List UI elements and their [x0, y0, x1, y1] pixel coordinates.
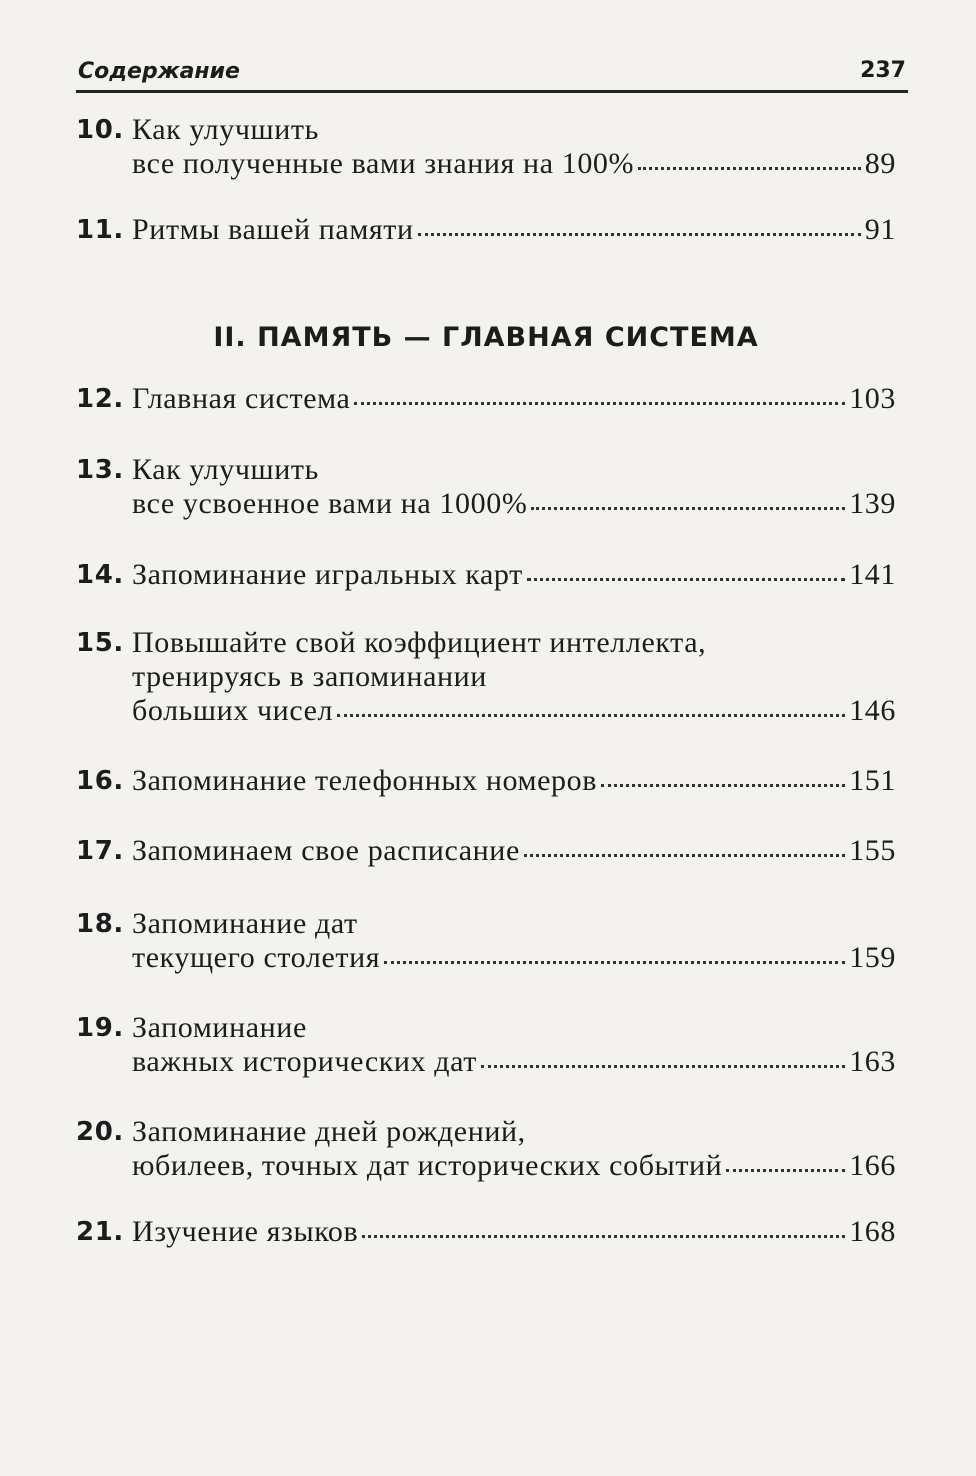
- entry-number: 13.: [76, 455, 124, 485]
- entry-title-line: Запоминаем свое расписание: [132, 834, 520, 867]
- toc-entry[interactable]: [76, 382, 896, 416]
- toc-entry[interactable]: [76, 834, 896, 868]
- entry-title-line: тренируясь в запоминании: [132, 660, 487, 693]
- dot-leader: [418, 211, 861, 236]
- entry-title-line: юбилеев, точных дат исторических событий: [132, 1149, 723, 1182]
- section-title: II. ПАМЯТЬ — ГЛАВНАЯ СИСТЕМА: [213, 322, 759, 353]
- dot-leader: [726, 1147, 845, 1172]
- header-page-number: 237: [860, 58, 906, 83]
- dot-leader: [384, 939, 845, 964]
- entry-page: 141: [849, 558, 896, 591]
- header-title: Содержание: [78, 59, 240, 84]
- toc-entry[interactable]: [76, 907, 896, 975]
- entry-number: 10.: [76, 115, 124, 145]
- entry-title-line: Как улучшить: [132, 453, 319, 486]
- entry-number: 19.: [76, 1013, 124, 1043]
- dot-leader: [481, 1043, 845, 1068]
- entry-title-line: Главная система: [132, 382, 351, 415]
- entry-page: 155: [849, 834, 896, 867]
- entry-page: 89: [864, 147, 896, 180]
- entry-title-line: все полученные вами знания на 100%: [132, 147, 635, 180]
- entry-title-line: текущего столетия: [132, 941, 381, 974]
- dot-leader: [527, 556, 845, 581]
- entry-number: 18.: [76, 909, 124, 939]
- entry-title-line: все усвоенное вами на 1000%: [132, 487, 528, 520]
- entry-number: 16.: [76, 766, 124, 796]
- entry-title-line: Запоминание: [132, 1011, 307, 1044]
- entry-page: 166: [849, 1149, 896, 1182]
- entry-number: 15.: [76, 628, 124, 658]
- dot-leader: [638, 145, 861, 170]
- dot-leader: [354, 380, 845, 405]
- entry-number: 11.: [76, 215, 124, 245]
- entry-page: 103: [849, 382, 896, 415]
- entry-page: 139: [849, 487, 896, 520]
- entry-title-line: Как улучшить: [132, 113, 319, 146]
- entry-number: 20.: [76, 1117, 124, 1147]
- toc-entry[interactable]: [76, 1215, 896, 1249]
- entry-title-line: Запоминание телефонных номеров: [132, 764, 597, 797]
- entry-page: 146: [849, 694, 896, 727]
- toc-entry[interactable]: [76, 626, 896, 728]
- toc-entry[interactable]: [76, 558, 896, 592]
- toc-entry[interactable]: [76, 1115, 896, 1183]
- entry-title-line: Изучение языков: [132, 1215, 359, 1248]
- entry-title-line: Запоминание дат: [132, 907, 358, 940]
- toc-entry[interactable]: [76, 764, 896, 798]
- toc-entry[interactable]: [76, 453, 896, 521]
- entry-number: 17.: [76, 836, 124, 866]
- entry-number: 14.: [76, 560, 124, 590]
- dot-leader: [337, 692, 845, 717]
- toc-entry[interactable]: [76, 213, 896, 247]
- toc-entry[interactable]: [76, 1011, 896, 1079]
- entry-title-line: важных исторических дат: [132, 1045, 477, 1078]
- dot-leader: [531, 485, 845, 510]
- entry-page: 163: [849, 1045, 896, 1078]
- entry-title-line: Ритмы вашей памяти: [132, 213, 414, 246]
- entry-number: 12.: [76, 384, 124, 414]
- entry-title-line: Запоминание игральных карт: [132, 558, 523, 591]
- entry-page: 91: [864, 213, 896, 246]
- dot-leader: [362, 1213, 845, 1238]
- entry-title-line: больших чисел: [132, 694, 334, 727]
- entry-title-line: Повышайте свой коэффициент интеллекта,: [132, 626, 707, 659]
- dot-leader: [524, 832, 845, 857]
- entry-page: 168: [849, 1215, 896, 1248]
- dot-leader: [601, 762, 845, 787]
- entry-title-line: Запоминание дней рождений,: [132, 1115, 526, 1148]
- entry-number: 21.: [76, 1217, 124, 1247]
- entry-page: 151: [849, 764, 896, 797]
- entry-page: 159: [849, 941, 896, 974]
- running-header: [76, 50, 908, 93]
- toc-entry[interactable]: [76, 113, 896, 181]
